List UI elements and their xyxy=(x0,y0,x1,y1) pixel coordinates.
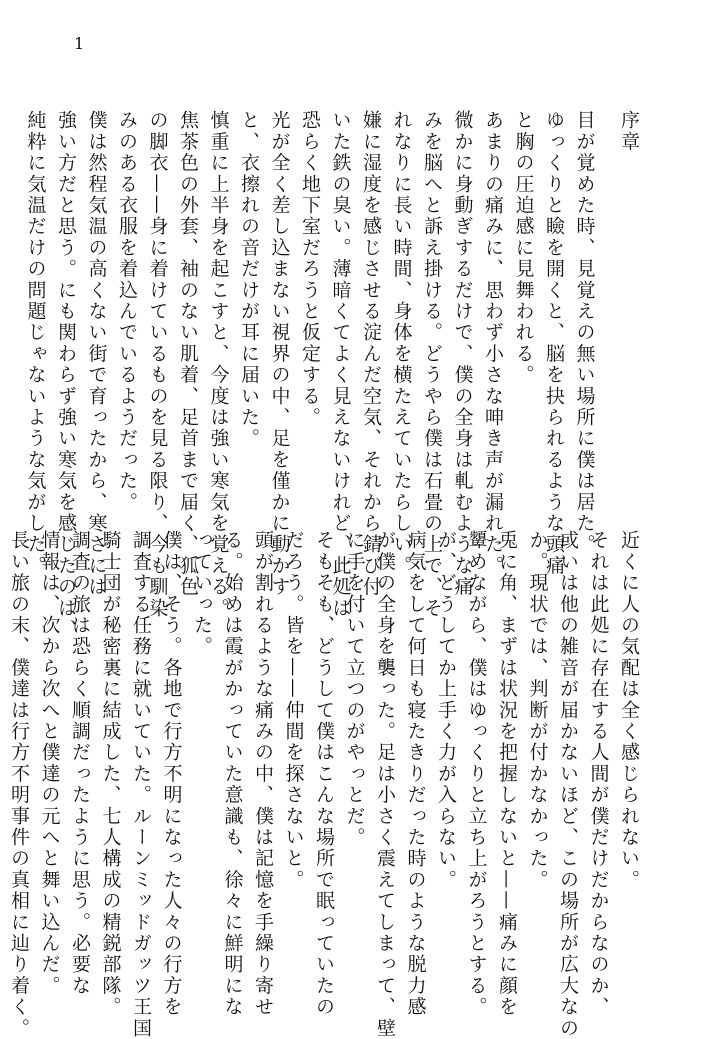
text-line: が、どうしてか上手く力が入らない。 xyxy=(435,530,457,891)
text-line: る。始めは霞がかっていた意識も、徐々に鮮明にな xyxy=(221,530,244,1018)
text-line: だろう。皆を——仲間を探さないと。 xyxy=(282,530,305,891)
text-line: 純粋に気温だけの問題じゃないような気がした。 xyxy=(24,110,47,577)
text-line: 近くに人の気配は全く感じられない。 xyxy=(618,530,640,891)
text-line: そもそも、どうして僕はこんな場所で眠っていたの xyxy=(313,530,335,1018)
text-line: みのある衣服を着込んでいるようだった。 xyxy=(116,110,138,513)
text-line: っていった。 xyxy=(191,530,213,658)
text-line: 情報は、次から次へと僕達の元へと舞い込んだ。 xyxy=(38,530,61,997)
text-line: 恐らく地下室だろうと仮定する。 xyxy=(299,110,321,428)
page-number: 1 xyxy=(74,34,85,53)
text-line: 調査の旅は恐らく順調だったように思う。必要な xyxy=(69,530,91,997)
text-line: いた鉄の臭い。薄暗くてよく見えないけれど、此処は xyxy=(329,110,352,619)
text-line: それは此処に存在する人間が僕だけだからなのか、 xyxy=(587,530,610,1018)
text-line: 僕は然程気温の高くない街で育ったから、寒さには xyxy=(85,110,108,598)
text-line: 顰めながら、僕はゆっくりと立ち上がろうとする。 xyxy=(465,530,488,1018)
text-line: 騎士団が秘密裏に結成した、七人構成の精鋭部隊。 xyxy=(99,530,122,1018)
text-line: 頭が割れるような痛みの中、僕は記憶を手繰り寄せ xyxy=(252,530,274,1018)
text-line: 光が全く差し込まない視界の中、足を僅かに動かす xyxy=(268,110,291,598)
text-line: 調査する任務に就いていた。ルーンミッドガッツ王国 xyxy=(130,530,152,1039)
text-line: と胸の圧迫感に見舞われる。 xyxy=(512,110,535,386)
chapter-title: 序章 xyxy=(618,110,640,153)
text-line: 目が覚めた時、見覚えの無い場所に僕は居た。 xyxy=(573,110,596,556)
text-line: 嫌に湿度を感じさせる淀んだ空気、それから錆び付 xyxy=(360,110,382,598)
text-line: 強い方だと思う。にも関わらず強い寒気を感じたのは、 xyxy=(55,110,77,640)
text-line: 微かに身動ぎするだけで、僕の全身は軋むような痛 xyxy=(451,110,474,598)
text-line: ゆっくりと瞼を開くと、脳を抉られるような頭痛 xyxy=(543,110,565,577)
text-line: 長い旅の末、僕達は行方不明事件の真相に辿り着く。 xyxy=(8,530,30,1039)
text-line: か。現状では、判断が付かなかった。 xyxy=(526,530,549,891)
text-line: 或いは他の雑音が届かないほど、この場所が広大なの xyxy=(557,530,579,1039)
text-line: 焦茶色の外套、袖のない肌着、足首まで届く、狐色 xyxy=(177,110,199,598)
text-line: 慎重に上半身を起こすと、今度は強い寒気を覚える。 xyxy=(207,110,230,619)
text-line: の脚衣——身に着けているものを見る限り、今も馴染 xyxy=(146,110,169,619)
text-line: と、衣擦れの音だけが耳に届いた。 xyxy=(238,110,260,450)
text-line: に手を付いて立つのがやっとだ。 xyxy=(343,530,366,848)
text-line: みを脳へと訴え掛ける。どうやら僕は石畳の上で、そ xyxy=(421,110,443,619)
text-line: 兎に角、まずは状況を把握しないと——痛みに顔を xyxy=(496,530,518,1018)
text-line: が僕の全身を襲った。足は小さく震えてしまって、壁 xyxy=(374,530,396,1039)
text-line: れなりに長い時間、身体を横たえていたらしい。 xyxy=(390,110,413,577)
text-line: 病気をして何日も寝たきりだった時のような脱力感 xyxy=(404,530,427,1018)
text-line: あまりの痛みに、思わず小さな呻き声が漏れた。 xyxy=(482,110,504,577)
text-line: 僕は、そう。各地で行方不明になった人々の行方を xyxy=(160,530,183,1018)
lower-text-block xyxy=(4,530,645,1039)
